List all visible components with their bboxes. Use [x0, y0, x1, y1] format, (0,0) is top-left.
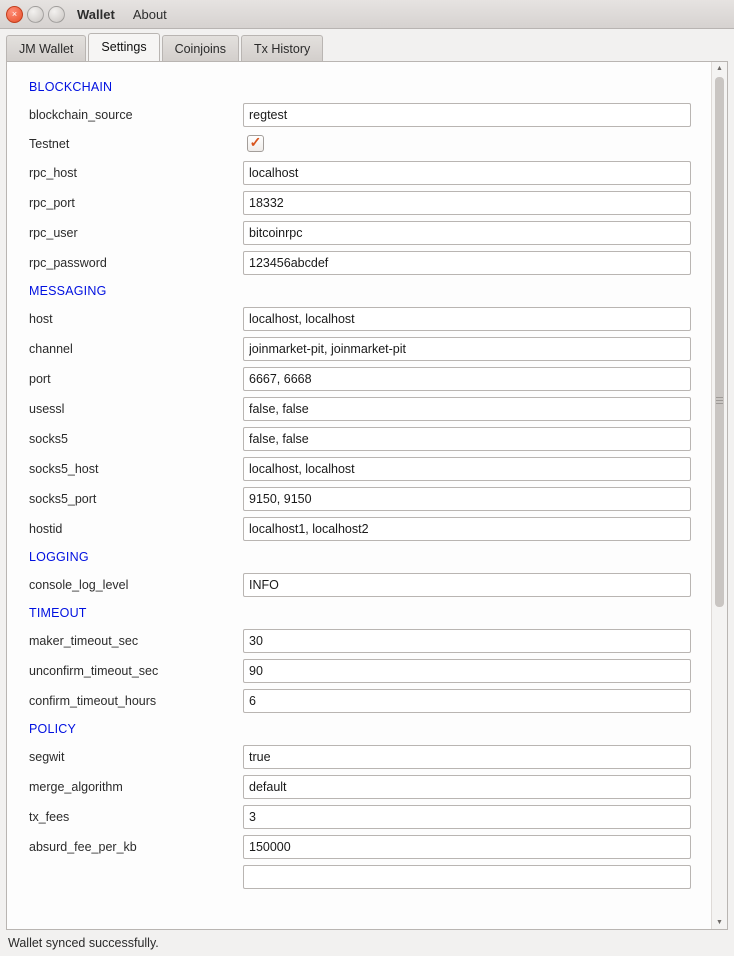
- settings-section-heading: TIMEOUT: [29, 606, 87, 620]
- settings-field-cell: [243, 424, 701, 454]
- settings-text-input[interactable]: [243, 835, 691, 859]
- scrollbar-track[interactable]: [712, 75, 727, 916]
- settings-text-input[interactable]: [243, 629, 691, 653]
- tab-strip: [0, 29, 734, 61]
- settings-field-cell: [243, 862, 701, 892]
- settings-field-cell: [243, 218, 701, 248]
- scroll-up-arrow-icon[interactable]: ▲: [716, 65, 723, 72]
- settings-text-input[interactable]: [243, 689, 691, 713]
- settings-label: host: [29, 312, 53, 326]
- settings-text-input[interactable]: [243, 659, 691, 683]
- settings-text-input[interactable]: [243, 573, 691, 597]
- settings-text-input[interactable]: [243, 307, 691, 331]
- scrollbar-thumb[interactable]: [715, 77, 724, 607]
- settings-field-cell: [243, 248, 701, 278]
- settings-label: socks5: [29, 432, 68, 446]
- settings-field-cell: [243, 304, 701, 334]
- settings-field-cell: [243, 570, 701, 600]
- scrollbar-grip-icon: [716, 395, 723, 405]
- settings-text-input[interactable]: [243, 221, 691, 245]
- settings-field-cell: [243, 188, 701, 218]
- settings-label: port: [29, 372, 51, 386]
- settings-field-cell: [243, 626, 701, 656]
- settings-label: maker_timeout_sec: [29, 634, 139, 648]
- settings-field-cell: [243, 686, 701, 716]
- settings-text-input[interactable]: [243, 161, 691, 185]
- settings-text-input[interactable]: [243, 517, 691, 541]
- settings-label: usessl: [29, 402, 65, 416]
- status-message: Wallet synced successfully.: [8, 936, 159, 950]
- settings-text-input[interactable]: [243, 337, 691, 361]
- settings-text-input[interactable]: [243, 745, 691, 769]
- settings-section-heading: LOGGING: [29, 550, 89, 564]
- settings-checkbox[interactable]: [247, 135, 264, 152]
- settings-text-input[interactable]: [243, 805, 691, 829]
- tab-settings[interactable]: Settings: [88, 33, 159, 61]
- settings-field-cell: [243, 364, 701, 394]
- settings-label: unconfirm_timeout_sec: [29, 664, 159, 678]
- maximize-window-button[interactable]: [48, 6, 65, 23]
- settings-text-input[interactable]: [243, 397, 691, 421]
- settings-text-input[interactable]: [243, 103, 691, 127]
- settings-label: [25, 870, 243, 884]
- settings-field-cell: [243, 742, 701, 772]
- settings-label: absurd_fee_per_kb: [29, 840, 137, 854]
- settings-label: blockchain_source: [29, 108, 133, 122]
- settings-text-input[interactable]: [243, 191, 691, 215]
- settings-label: rpc_user: [29, 226, 78, 240]
- settings-grid: [25, 74, 701, 892]
- settings-label: rpc_password: [29, 256, 107, 270]
- settings-label: hostid: [29, 522, 63, 536]
- settings-text-input[interactable]: [243, 487, 691, 511]
- status-bar: [0, 930, 734, 956]
- minimize-window-button[interactable]: [27, 6, 44, 23]
- settings-label: tx_fees: [29, 810, 70, 824]
- window-controls: [6, 6, 65, 23]
- settings-label: socks5_host: [29, 462, 99, 476]
- settings-field-cell: [243, 158, 701, 188]
- tab-coinjoins[interactable]: Coinjoins: [162, 35, 239, 62]
- settings-label: segwit: [29, 750, 65, 764]
- settings-section-heading: MESSAGING: [29, 284, 107, 298]
- settings-text-input[interactable]: [243, 775, 691, 799]
- settings-field-cell: [243, 772, 701, 802]
- settings-section-heading: POLICY: [29, 722, 77, 736]
- settings-section-heading: BLOCKCHAIN: [29, 80, 113, 94]
- scroll-down-arrow-icon[interactable]: ▼: [716, 919, 723, 926]
- menu-bar: [75, 5, 169, 24]
- settings-field-cell: [243, 832, 701, 862]
- settings-field-cell: [243, 514, 701, 544]
- check-icon: ✓: [249, 134, 262, 151]
- vertical-scrollbar[interactable]: [711, 62, 727, 929]
- settings-text-input[interactable]: [243, 865, 691, 889]
- tab-tx-history[interactable]: Tx History: [241, 35, 323, 62]
- settings-label: channel: [29, 342, 73, 356]
- settings-field-cell: [243, 656, 701, 686]
- settings-field-cell: [243, 394, 701, 424]
- settings-field-cell: [243, 454, 701, 484]
- settings-scroll-area: [7, 62, 711, 929]
- tab-jm-wallet[interactable]: JM Wallet: [6, 35, 86, 62]
- settings-field-cell: [243, 100, 701, 130]
- settings-text-input[interactable]: [243, 367, 691, 391]
- settings-text-input[interactable]: [243, 427, 691, 451]
- settings-label: rpc_port: [29, 196, 75, 210]
- settings-field-cell: [243, 484, 701, 514]
- settings-label: confirm_timeout_hours: [29, 694, 157, 708]
- settings-field-cell: [243, 802, 701, 832]
- settings-text-input[interactable]: [243, 457, 691, 481]
- settings-label: Testnet: [29, 137, 70, 151]
- settings-label: console_log_level: [29, 578, 129, 592]
- settings-label: rpc_host: [29, 166, 77, 180]
- settings-field-cell: [243, 334, 701, 364]
- settings-label: merge_algorithm: [29, 780, 123, 794]
- settings-pane: [6, 61, 728, 930]
- settings-label: socks5_port: [29, 492, 97, 506]
- settings-field-cell: [243, 132, 701, 157]
- settings-text-input[interactable]: [243, 251, 691, 275]
- title-bar: [0, 0, 734, 29]
- menu-item-about[interactable]: About: [132, 6, 167, 22]
- menu-item-wallet[interactable]: Wallet: [77, 6, 115, 22]
- close-window-button[interactable]: ×: [6, 6, 23, 23]
